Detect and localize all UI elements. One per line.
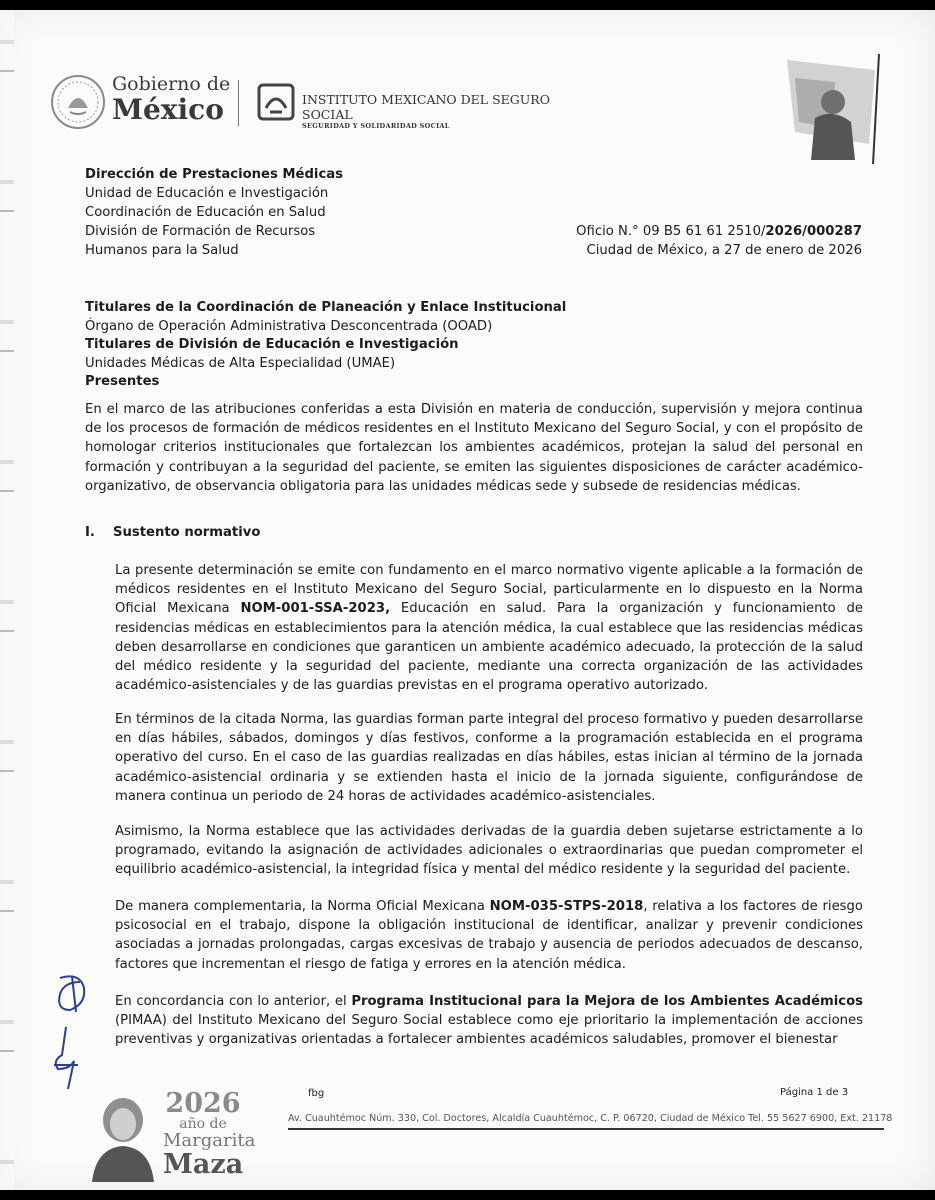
letterhead bbox=[50, 72, 570, 134]
page-footer bbox=[0, 1080, 935, 1190]
section-1-paragraph-4 bbox=[115, 897, 863, 974]
imss-name: INSTITUTO MEXICANO DEL SEGURO SOCIAL bbox=[302, 92, 550, 122]
p5-text-a: En concordancia con lo anterior, el bbox=[115, 994, 352, 1009]
year-number: 2026 bbox=[165, 1088, 241, 1119]
place-date: Ciudad de México, a 27 de enero de 2026 bbox=[586, 243, 862, 258]
year-subtitle: año de bbox=[179, 1116, 227, 1132]
reference-block bbox=[532, 222, 862, 260]
p4-text-b: , relativa a los factores de riesgo psicosocial en el trabajo, dispone la obligación institucional de identificar, analizar y prevenir condiciones asociadas a jornadas prolongadas, cargas excesivas de trabajo y ausencia de periodos adecuados de descanso, factores que incrementan el riesgo de fatiga y errores en la atención médica. bbox=[115, 899, 863, 972]
gov-line2: México bbox=[112, 93, 224, 126]
year-name-1: Margarita bbox=[163, 1130, 256, 1151]
gov-line1: Gobierno de bbox=[112, 73, 231, 95]
imss-wordmark bbox=[302, 92, 570, 131]
page-number: Página 1 de 3 bbox=[780, 1087, 849, 1098]
section-1-paragraph-2: En términos de la citada Norma, las guardias forman parte integral del proceso formativo y pueden desarrollarse en días hábiles, sábados, domingos y días festivos, conforme a la programación establecida en el programa operativo del curso. En el caso de las guardias realizadas en días hábiles, estas inician al término de la jornada académico-asistencial ordinaria y se extienden hasta el inicio de la jornada siguiente, configurándose de manera continua un periodo de 24 horas de actividades académico-asistenciales. bbox=[115, 712, 863, 804]
sender-line-2: Unidad de Educación e Investigación bbox=[85, 186, 329, 201]
sender-line-1: Dirección de Prestaciones Médicas bbox=[85, 167, 344, 182]
section-1-heading bbox=[85, 525, 260, 540]
sender-line-5: Humanos para la Salud bbox=[85, 243, 239, 258]
p4-nom-035: NOM-035-STPS-2018 bbox=[489, 899, 644, 914]
addressee-block bbox=[85, 299, 845, 392]
p5-text-b: (PIMAA) del Instituto Mexicano del Seguro Social establece como eje prioritario la implementación de acciones preventivas y organizativas orientadas a fortalecer ambientes académicos saludables, promover el bienestar bbox=[115, 1013, 863, 1048]
intro-paragraph: En el marco de las atribuciones conferidas a esta División en materia de conducción, supervisión y mejora continua de los procesos de formación de médicos residentes en el Instituto Mexicano del Seguro Social, y con el propósito de homologar criterios institucionales que fortalezcan los ambientes académicos, protejan la salud del personal en formación y contribuyan a la seguridad del paciente, se emiten las siguientes disposiciones de carácter académico-organizativo, de observancia obligatoria para las unidades médicas sede y subsede de residencias médicas. bbox=[85, 402, 863, 494]
flag-woman-illustration-icon bbox=[775, 48, 893, 168]
addressee-line-2: Órgano de Operación Administrativa Desconcentrada (OOAD) bbox=[85, 318, 493, 334]
oficio-number-bold: 2026/000287 bbox=[765, 224, 862, 239]
footer-rule bbox=[288, 1128, 884, 1130]
author-initials: fbg bbox=[308, 1088, 325, 1099]
addressee-line-5: Presentes bbox=[85, 374, 160, 390]
mexico-seal-icon bbox=[50, 74, 106, 130]
sender-block bbox=[85, 165, 505, 260]
p4-text-a: De manera complementaria, la Norma Oficial Mexicana bbox=[115, 899, 490, 914]
imss-tagline: SEGURIDAD Y SOLIDARIDAD SOCIAL bbox=[302, 122, 450, 130]
p1-text-b: Educación en salud. Para la organización y funcionamiento de residencias médicas en establecimientos para la atención médica, la cual establece que las residencias médicas deben desarrollarse en condiciones que garanticen un ambiente académico adecuado, la protección de la salud del médico residente y la seguridad del paciente, mediante una correcta organización de las actividades académico-asistenciales y de las guardias previstas en el programa operativo autorizado. bbox=[115, 601, 863, 694]
p5-pimaa: Programa Institucional para la Mejora de los Ambientes Académicos bbox=[351, 994, 863, 1009]
addressee-line-4: Unidades Médicas de Alta Especialidad (UMAE) bbox=[85, 355, 396, 371]
addressee-line-1: Titulares de la Coordinación de Planeación y Enlace Institucional bbox=[85, 300, 567, 315]
p1-text-a: La presente determinación se emite con fundamento en el marco normativo vigente aplicable a la formación de médicos residentes en el Instituto Mexicano del Seguro Social, particularmente en lo dispuesto en la Norma Oficial Mexicana bbox=[115, 563, 863, 617]
section-1-paragraph-3: Asimismo, la Norma establece que las actividades derivadas de la guardia deben sujetarse estrictamente a lo programado, evitando la asignación de actividades adicionales o extraordinarias que puedan comprometer el equilibrio académico-asistencial, la integridad física y mental del médico residente y la seguridad del paciente. bbox=[115, 824, 863, 878]
year-emblem bbox=[163, 1088, 256, 1180]
handwritten-initial-icon bbox=[50, 970, 98, 1016]
scan-edge-artifact bbox=[0, 10, 14, 1190]
year-name-2: Maza bbox=[163, 1149, 244, 1180]
section-1-title: Sustento normativo bbox=[113, 525, 261, 540]
section-1-number: I. bbox=[85, 525, 95, 540]
oficio-number bbox=[532, 222, 862, 241]
header-divider bbox=[238, 80, 239, 126]
section-1-paragraph-1 bbox=[115, 561, 863, 695]
margarita-maza-portrait-icon bbox=[86, 1092, 160, 1182]
p1-nom-001: NOM-001-SSA-2023, bbox=[240, 601, 391, 617]
footer-address: Av. Cuauhtémoc Núm. 330, Col. Doctores, Alcaldía Cuauhtémoc, C. P. 06720, Ciudad de México Tel. 55 5627 6900, Ext. 21178 bbox=[288, 1113, 893, 1124]
oficio-prefix: Oficio N.° 09 B5 61 61 2510/ bbox=[576, 224, 766, 239]
sender-line-4: División de Formación de Recursos bbox=[85, 224, 316, 239]
imss-eagle-icon bbox=[256, 82, 296, 122]
document-page bbox=[0, 10, 935, 1190]
government-wordmark bbox=[112, 74, 230, 125]
section-1-paragraph-5 bbox=[115, 992, 863, 1050]
addressee-line-3: Titulares de División de Educación e Investigación bbox=[85, 337, 459, 353]
sender-line-3: Coordinación de Educación en Salud bbox=[85, 205, 326, 220]
